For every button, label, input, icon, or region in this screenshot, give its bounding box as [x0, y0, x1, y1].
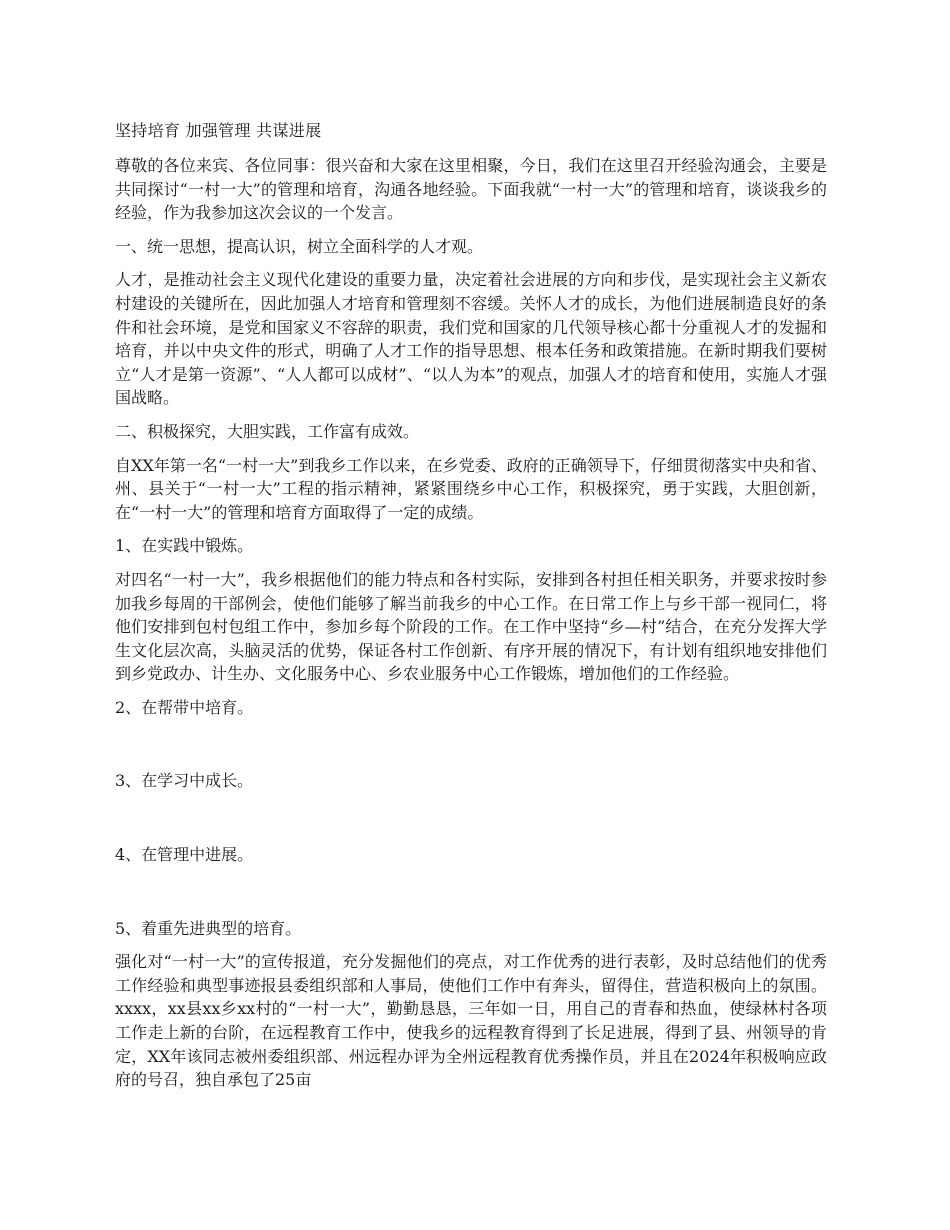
- subheading-3: 3、在学习中成长。: [115, 771, 254, 791]
- subheading-2: 2、在帮带中培育。: [115, 697, 254, 717]
- subheading-5: 5、着重先进典型的培育。: [115, 918, 302, 938]
- section-2-paragraph: 自XX年第一名“一村一大”到我乡工作以来，在乡党委、政府的正确领导下，仔细贯彻落实中央和省、州、县关于“一村一大”工程的指示精神，紧紧围绕乡中心工作，积极探究，勇于实践，大胆创新，在“一村一大”的管理和培育方面取得了一定的成绩。: [115, 455, 827, 522]
- section-heading-2: 二、积极探究，大胆实践，工作富有成效。: [115, 421, 420, 441]
- subheading-1: 1、在实践中锻炼。: [115, 536, 254, 556]
- subsection-5-paragraph: 强化对“一村一大”的宣传报道，充分发掘他们的亮点，对工作优秀的进行表彰，及时总结他们的优秀工作经验和典型事迹报县委组织部和人事局，使他们工作中有奔头，留得住，营造积极向上的氛围。xxxx，xx县xx乡xx村的“一村一大”，勤勤恳恳，三年如一日，用自己的青春和热血，使绿林村各项工作走上新的台阶，在远程教育工作中，使我乡的远程教育得到了长足进展，得到了县、州领导的肯定，XX年该同志被州委组织部、州远程办评为全州远程教育优秀操作员，并且在2024年积极响应政府的号召，独自承包了25亩: [115, 952, 827, 1090]
- document-page: [115, 118, 827, 1102]
- blank-space: [115, 729, 827, 769]
- subheading-4: 4、在管理中进展。: [115, 845, 254, 865]
- subsection-1-paragraph: 对四名“一村一大”，我乡根据他们的能力特点和各村实际，安排到各村担任相关职务，并要求按时参加我乡每周的干部例会，使他们能够了解当前我乡的中心工作。在日常工作上与乡干部一视同仁，将他们安排到包村包组工作中，参加乡每个阶段的工作。在工作中坚持“乡—村”结合，在充分发挥大学生文化层次高，头脑灵活的优势，保证各村工作创新、有序开展的情况下，有计划有组织地安排他们到乡党政办、计生办、文化服务中心、乡农业服务中心工作锻炼，增加他们的工作经验。: [115, 569, 827, 684]
- document-title: 坚持培育 加强管理 共谋进展: [115, 121, 322, 140]
- section-heading-1: 一、统一思想，提高认识，树立全面科学的人才观。: [115, 236, 484, 256]
- blank-space: [115, 877, 827, 917]
- intro-paragraph: 尊敬的各位来宾、各位同事：很兴奋和大家在这里相聚，今日，我们在这里召开经验沟通会，主要是共同探讨“一村一大”的管理和培育，沟通各地经验。下面我就“一村一大”的管理和培育，谈谈我乡的经验，作为我参加这次会议的一个发言。: [115, 156, 827, 223]
- section-1-paragraph: 人才，是推动社会主义现代化建设的重要力量，决定着社会进展的方向和步伐，是实现社会主义新农村建设的关键所在，因此加强人才培育和管理刻不容缓。关怀人才的成长，为他们进展制造良好的条件和社会环境，是党和国家义不容辞的职责，我们党和国家的几代领导核心都十分重视人才的发掘和培育，并以中央文件的形式，明确了人才工作的指导思想、根本任务和政策措施。在新时期我们要树立“人才是第一资源”、“人人都可以成材”、“以人为本”的观点，加强人才的培育和使用，实施人才强国战略。: [115, 270, 827, 408]
- blank-space: [115, 803, 827, 843]
